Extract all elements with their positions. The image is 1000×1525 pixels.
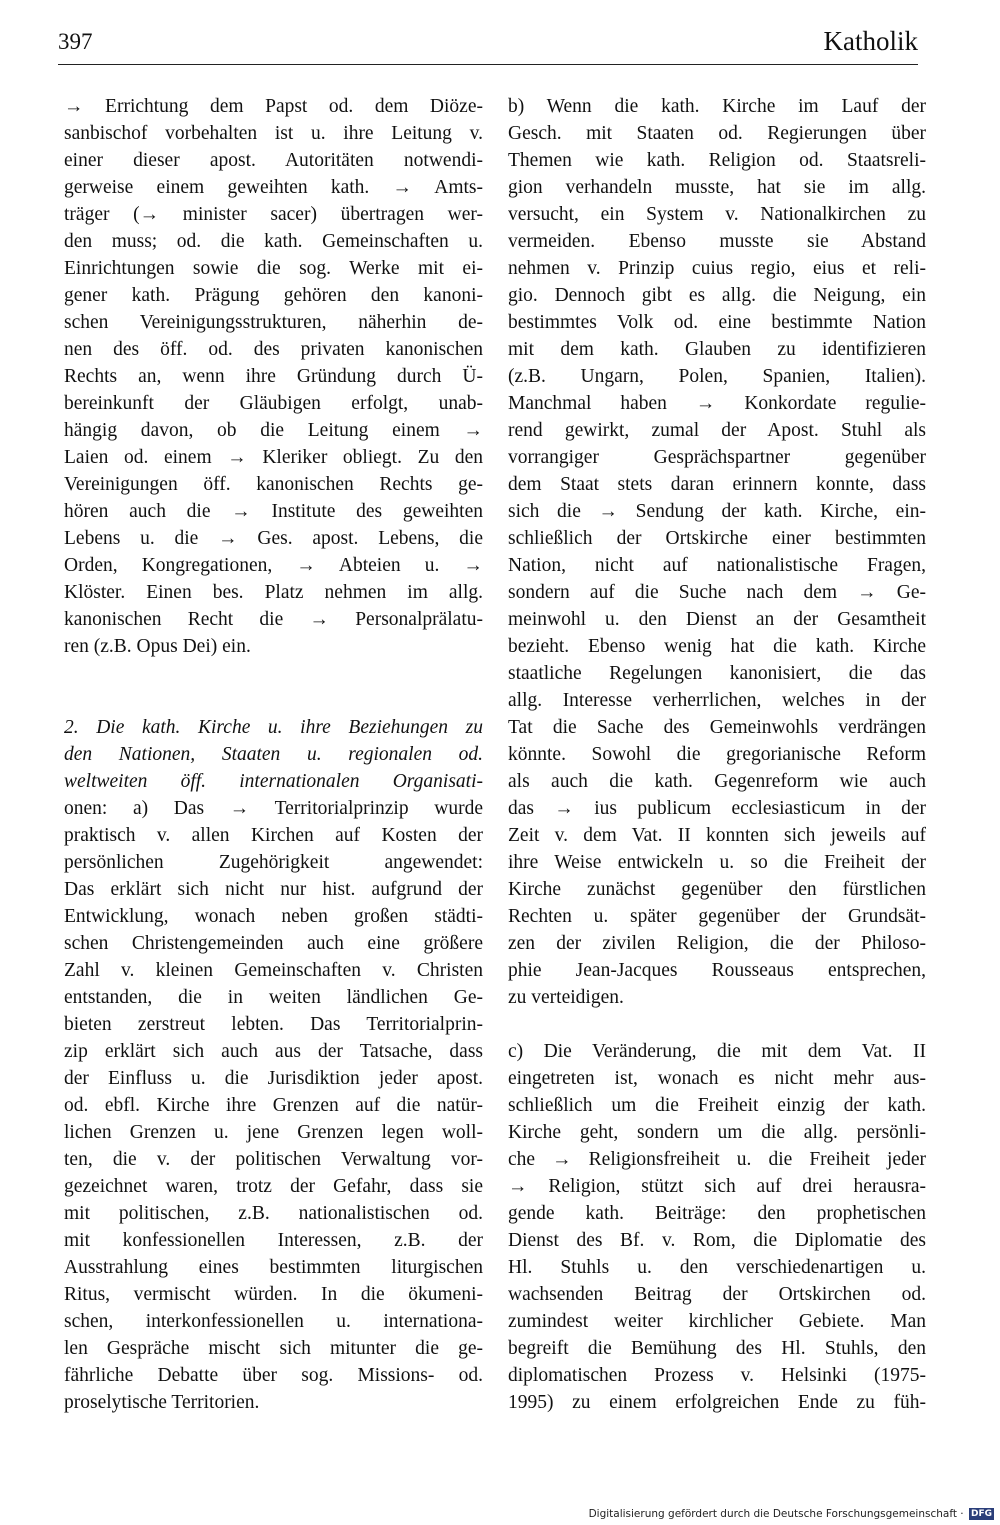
text-line: mit politischen, z.B. nationalistischen od. <box>64 1203 483 1224</box>
right-column <box>508 93 926 1416</box>
text-line: das → ius publicum ecclesiasticum in der <box>508 798 926 819</box>
text-line: Tat die Sache des Gemeinwohls verdrängen <box>508 717 926 738</box>
text-line: zip erklärt sich auch aus der Tatsache, dass <box>64 1041 483 1062</box>
text-line: schen Vereinigungsstrukturen, näherhin de- <box>64 312 483 333</box>
text-line: mit konfessionellen Interessen, z.B. der <box>64 1230 483 1251</box>
text-line: eingetreten ist, wonach es nicht mehr aus- <box>508 1068 926 1089</box>
text-line: gener kath. Prägung gehören den kanoni- <box>64 285 483 306</box>
paragraph-gap <box>508 1011 926 1038</box>
text-line: Manchmal haben → Konkordate regulie- <box>508 393 926 414</box>
footer-text: Digitalisierung gefördert durch die Deutsche Forschungsgemeinschaft · <box>588 1508 964 1520</box>
text-line: Rechten u. später gegenüber der Grundsät- <box>508 906 926 927</box>
text-line: nehmen v. Prinzip cuius regio, eius et reli- <box>508 258 926 279</box>
text-line: od. ebfl. Kirche ihre Grenzen auf die natür- <box>64 1095 483 1116</box>
text-line: Kirche zunächst gegenüber den fürstlichen <box>508 879 926 900</box>
text-line: hören auch die → Institute des geweihten <box>64 501 483 522</box>
text-line: 1995) zu einem erfolgreichen Ende zu füh- <box>508 1392 926 1413</box>
text-line: Klöster. Einen bes. Platz nehmen im allg. <box>64 582 483 603</box>
text-line: (z.B. Ungarn, Polen, Spanien, Italien). <box>508 366 926 387</box>
text-line: che → Religionsfreiheit u. die Freiheit jeder <box>508 1149 926 1170</box>
text-line: träger (→ minister sacer) übertragen wer- <box>64 204 483 225</box>
page-header <box>58 22 918 65</box>
text-line: sanbischof vorbehalten ist u. ihre Leitung v. <box>64 123 483 144</box>
dfg-logo: DFG <box>970 1509 992 1519</box>
text-line: mit dem kath. Glauben zu identifizieren <box>508 339 926 360</box>
text-line: rend gewirkt, zumal der Apost. Stuhl als <box>508 420 926 441</box>
paragraph-gap <box>64 687 483 714</box>
text-line: → Errichtung dem Papst od. dem Diöze- <box>64 96 483 117</box>
text-line: Rechts an, wenn ihre Gründung durch Ü- <box>64 366 483 387</box>
text-line: ihre Weise entwickeln u. so die Freiheit der <box>508 852 926 873</box>
text-line: schen Christengemeinden auch eine größere <box>64 933 483 954</box>
text-line: Entwicklung, wonach neben großen städti- <box>64 906 483 927</box>
text-line: persönlichen Zugehörigkeit angewendet: <box>64 852 483 873</box>
text-line: wachsenden Beitrag der Ortskirchen od. <box>508 1284 926 1305</box>
text-line: bestimmtes Volk od. eine bestimmte Nation <box>508 312 926 333</box>
text-line: gio. Dennoch gibt es allg. die Neigung, ein <box>508 285 926 306</box>
running-head: Katholik <box>823 26 918 56</box>
text-line: begreift die Bemühung des Hl. Stuhls, den <box>508 1338 926 1359</box>
text-line: entstanden, die in weiten ländlichen Ge- <box>64 987 483 1008</box>
footer-credit <box>589 1507 994 1521</box>
text-line: Orden, Kongregationen, → Abteien u. → <box>64 555 483 576</box>
text-line: Einrichtungen sowie die sog. Werke mit ei- <box>64 258 483 279</box>
text-line: Nation, nicht auf nationalistische Fragen, <box>508 555 926 576</box>
text-line: 2. Die kath. Kirche u. ihre Beziehungen zu <box>64 717 483 738</box>
page-number: 397 <box>58 29 93 54</box>
text-line: bereinkunft der Gläubigen erfolgt, unab- <box>64 393 483 414</box>
text-line: proselytische Territorien. <box>64 1392 260 1413</box>
text-line: den Nationen, Staaten u. regionalen od. <box>64 744 483 765</box>
text-line: Laien od. einem → Kleriker obliegt. Zu den <box>64 447 483 468</box>
text-line: meinwohl u. den Dienst an der Gesamtheit <box>508 609 926 630</box>
text-line: Gesch. mit Staaten od. Regierungen über <box>508 123 926 144</box>
text-line: Kirche geht, sondern um die allg. persönli- <box>508 1122 926 1143</box>
text-line: weltweiten öff. internationalen Organisati- <box>64 771 483 792</box>
text-line: hängig davon, ob die Leitung einem → <box>64 420 483 441</box>
text-line: könnte. Sowohl die gregorianische Reform <box>508 744 926 765</box>
text-line: Hl. Stuhls u. den verschiedenartigen u. <box>508 1257 926 1278</box>
text-line: → Religion, stützt sich auf drei herausra- <box>508 1176 926 1197</box>
text-line: dem Staat stets daran erinnern konnte, dass <box>508 474 926 495</box>
text-line: bieten zerstreut lebten. Das Territorialprin- <box>64 1014 483 1035</box>
text-line: Dienst des Bf. v. Rom, die Diplomatie des <box>508 1230 926 1251</box>
text-line: als auch die kath. Gegenreform wie auch <box>508 771 926 792</box>
text-line: sich die → Sendung der kath. Kirche, ein- <box>508 501 926 522</box>
text-line: Ausstrahlung eines bestimmten liturgischen <box>64 1257 483 1278</box>
text-line: Themen wie kath. Religion od. Staatsreli- <box>508 150 926 171</box>
text-line: zumindest weiter kirchlicher Gebiete. Man <box>508 1311 926 1332</box>
text-line: allg. Interesse verherrlichen, welches in der <box>508 690 926 711</box>
text-line: ren (z.B. Opus Dei) ein. <box>64 636 251 657</box>
text-line: b) Wenn die kath. Kirche im Lauf der <box>508 96 926 117</box>
text-line: gion verhandeln musste, hat sie im allg. <box>508 177 926 198</box>
text-line: diplomatischen Prozess v. Helsinki (1975- <box>508 1365 926 1386</box>
text-line: vorrangiger Gesprächspartner gegenüber <box>508 447 926 468</box>
text-line: versucht, ein System v. Nationalkirchen zu <box>508 204 926 225</box>
text-line: ten, die v. der politischen Verwaltung vor- <box>64 1149 483 1170</box>
text-line: schließlich um die Freiheit einzig der kath. <box>508 1095 926 1116</box>
text-line: der Einfluss u. die Jurisdiktion jeder apost. <box>64 1068 483 1089</box>
text-line: fährliche Debatte über sog. Missions- od. <box>64 1365 483 1386</box>
text-line: Ritus, vermischt würden. In die ökumeni- <box>64 1284 483 1305</box>
text-line: Lebens u. die → Ges. apost. Lebens, die <box>64 528 483 549</box>
text-line: nen des öff. od. des privaten kanonischen <box>64 339 483 360</box>
text-line: lichen Grenzen u. jene Grenzen legen woll- <box>64 1122 483 1143</box>
text-line: Das erklärt sich nicht nur hist. aufgrund der <box>64 879 483 900</box>
paragraph-gap <box>64 660 483 687</box>
text-line: phie Jean-Jacques Rousseaus entsprechen, <box>508 960 926 981</box>
text-line: sondern auf die Suche nach dem → Ge- <box>508 582 926 603</box>
text-line: kanonischen Recht die → Personalprälatu- <box>64 609 483 630</box>
text-line: gerweise einem geweihten kath. → Amts- <box>64 177 483 198</box>
text-line: bezieht. Ebenso wenig hat die kath. Kirche <box>508 636 926 657</box>
text-line: den muss; od. die kath. Gemeinschaften u. <box>64 231 483 252</box>
text-line: staatliche Regelungen kanonisiert, die das <box>508 663 926 684</box>
text-line: c) Die Veränderung, die mit dem Vat. II <box>508 1041 926 1062</box>
text-line: gende kath. Beiträge: den prophetischen <box>508 1203 926 1224</box>
text-line: vermeiden. Ebenso musste sie Abstand <box>508 231 926 252</box>
text-line: Zeit v. dem Vat. II konnten sich jeweils auf <box>508 825 926 846</box>
text-line: zen der zivilen Religion, die der Philoso- <box>508 933 926 954</box>
left-column <box>64 93 483 1416</box>
text-line: onen: a) Das → Territorialprinzip wurde <box>64 798 483 819</box>
text-line: len Gespräche mischt sich mitunter die ge- <box>64 1338 483 1359</box>
text-line: gezeichnet waren, trotz der Gefahr, dass sie <box>64 1176 483 1197</box>
text-line: einer dieser apost. Autoritäten notwendi- <box>64 150 483 171</box>
text-line: schen, interkonfessionellen u. internationa- <box>64 1311 483 1332</box>
text-line: praktisch v. allen Kirchen auf Kosten der <box>64 825 483 846</box>
text-line: Zahl v. kleinen Gemeinschaften v. Christen <box>64 960 483 981</box>
text-line: zu verteidigen. <box>508 987 624 1008</box>
text-line: schließlich der Ortskirche einer bestimmten <box>508 528 926 549</box>
text-line: Vereinigungen öff. kanonischen Rechts ge- <box>64 474 483 495</box>
